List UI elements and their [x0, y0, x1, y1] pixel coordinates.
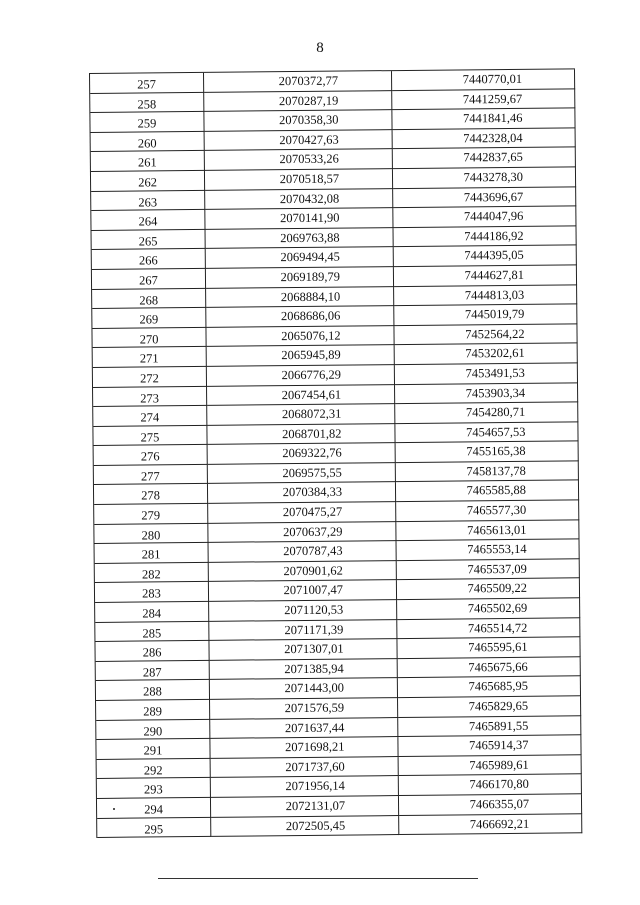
y-coordinate-cell: 7444186,92 [394, 226, 577, 247]
y-coordinate-cell: 7443278,30 [393, 167, 576, 188]
point-number-cell: 271 [93, 347, 207, 368]
x-coordinate-cell: 2070372,77 [204, 71, 392, 92]
point-number-cell: 290 [96, 719, 210, 740]
point-number-cell: 262 [91, 171, 205, 192]
x-coordinate-cell: 2072131,07 [211, 796, 399, 817]
point-number-cell: 280 [94, 524, 208, 545]
x-coordinate-cell: 2071385,94 [210, 659, 398, 680]
point-number-cell: 295 [97, 817, 211, 838]
point-number-cell: 285 [95, 621, 209, 642]
point-number-cell: 294 [97, 798, 211, 819]
x-coordinate-cell: 2070787,43 [209, 541, 397, 562]
x-coordinate-cell: 2071307,01 [209, 639, 397, 660]
point-number-cell: 273 [93, 386, 207, 407]
point-number-cell: 291 [96, 739, 210, 760]
coordinates-table [89, 68, 582, 838]
y-coordinate-cell: 7454657,53 [395, 422, 578, 443]
point-number-cell: 261 [91, 151, 205, 172]
point-number-cell: 260 [91, 132, 205, 153]
point-number-cell: 269 [92, 308, 206, 329]
x-coordinate-cell: 2069763,88 [206, 228, 394, 249]
x-coordinate-cell: 2068701,82 [207, 424, 395, 445]
y-coordinate-cell: 7465613,01 [396, 520, 579, 541]
x-coordinate-cell: 2069189,79 [206, 267, 394, 288]
x-coordinate-cell: 2070518,57 [205, 169, 393, 190]
x-coordinate-cell: 2067454,61 [207, 385, 395, 406]
point-number-cell: 270 [92, 328, 206, 349]
point-number-cell: 265 [92, 230, 206, 251]
y-coordinate-cell: 7444395,05 [394, 246, 577, 267]
y-coordinate-cell: 7466355,07 [399, 794, 582, 815]
point-number-cell: 279 [94, 504, 208, 525]
y-coordinate-cell: 7465509,22 [397, 579, 580, 600]
x-coordinate-cell: 2068884,10 [206, 287, 394, 308]
y-coordinate-cell: 7465675,66 [398, 657, 581, 678]
point-number-cell: 264 [91, 210, 205, 231]
x-coordinate-cell: 2069494,45 [206, 247, 394, 268]
y-coordinate-cell: 7441841,46 [392, 109, 575, 130]
table-row [97, 814, 582, 838]
y-coordinate-cell: 7444047,96 [393, 206, 576, 227]
point-number-cell: 287 [96, 661, 210, 682]
x-coordinate-cell: 2071698,21 [210, 737, 398, 758]
point-number-cell: 276 [94, 445, 208, 466]
y-coordinate-cell: 7443696,67 [393, 187, 576, 208]
point-number-cell: 282 [95, 563, 209, 584]
y-coordinate-cell: 7465829,65 [398, 696, 581, 717]
y-coordinate-cell: 7465553,14 [397, 540, 580, 561]
point-number-cell: 275 [93, 426, 207, 447]
y-coordinate-cell: 7466692,21 [399, 814, 582, 835]
y-coordinate-cell: 7445019,79 [394, 304, 577, 325]
y-coordinate-cell: 7441259,67 [392, 89, 575, 110]
y-coordinate-cell: 7465685,95 [398, 677, 581, 698]
y-coordinate-cell: 7465595,61 [397, 638, 580, 659]
x-coordinate-cell: 2070475,27 [208, 502, 396, 523]
y-coordinate-cell: 7442837,65 [393, 148, 576, 169]
point-number-cell: 284 [95, 602, 209, 623]
x-coordinate-cell: 2071120,53 [209, 600, 397, 621]
x-coordinate-cell: 2071576,59 [210, 698, 398, 719]
y-coordinate-cell: 7465891,55 [398, 716, 581, 737]
point-number-cell: 257 [90, 73, 204, 94]
y-coordinate-cell: 7444627,81 [394, 265, 577, 286]
point-number-cell: 292 [97, 759, 211, 780]
x-coordinate-cell: 2068686,06 [206, 306, 394, 327]
x-coordinate-cell: 2071171,39 [209, 620, 397, 641]
point-number-cell: 267 [92, 269, 206, 290]
x-coordinate-cell: 2070141,90 [205, 208, 393, 229]
x-coordinate-cell: 2070287,19 [204, 91, 392, 112]
y-coordinate-cell: 7453903,34 [395, 383, 578, 404]
y-coordinate-cell: 7458137,78 [396, 461, 579, 482]
x-coordinate-cell: 2070533,26 [205, 149, 393, 170]
footer-line [158, 878, 478, 879]
y-coordinate-cell: 7454280,71 [395, 402, 578, 423]
point-number-cell: 272 [93, 367, 207, 388]
x-coordinate-cell: 2065945,89 [207, 345, 395, 366]
point-number-cell: 288 [96, 680, 210, 701]
point-number-cell: 281 [95, 543, 209, 564]
point-number-cell: 263 [91, 190, 205, 211]
x-coordinate-cell: 2069322,76 [208, 443, 396, 464]
page-number: 8 [316, 40, 324, 56]
x-coordinate-cell: 2070384,33 [208, 483, 396, 504]
y-coordinate-cell: 7453202,61 [395, 344, 578, 365]
y-coordinate-cell: 7444813,03 [394, 285, 577, 306]
point-number-cell: 274 [93, 406, 207, 427]
x-coordinate-cell: 2071637,44 [210, 718, 398, 739]
y-coordinate-cell: 7453491,53 [395, 363, 578, 384]
y-coordinate-cell: 7465989,61 [399, 755, 582, 776]
point-number-cell: 258 [90, 92, 204, 113]
point-number-cell: 293 [97, 778, 211, 799]
x-coordinate-cell: 2071737,60 [211, 757, 399, 778]
x-coordinate-cell: 2072505,45 [211, 816, 399, 837]
x-coordinate-cell: 2068072,31 [207, 404, 395, 425]
x-coordinate-cell: 2071007,47 [209, 581, 397, 602]
x-coordinate-cell: 2071956,14 [211, 776, 399, 797]
y-coordinate-cell: 7465585,88 [396, 481, 579, 502]
y-coordinate-cell: 7440770,01 [392, 69, 575, 90]
x-coordinate-cell: 2071443,00 [210, 678, 398, 699]
y-coordinate-cell: 7465914,37 [398, 735, 581, 756]
x-coordinate-cell: 2070358,30 [204, 110, 392, 131]
y-coordinate-cell: 7465514,72 [397, 618, 580, 639]
x-coordinate-cell: 2070432,08 [205, 189, 393, 210]
point-number-cell: 259 [90, 112, 204, 133]
point-number-cell: 268 [92, 288, 206, 309]
y-coordinate-cell: 7465537,09 [397, 559, 580, 580]
x-coordinate-cell: 2065076,12 [206, 326, 394, 347]
x-coordinate-cell: 2070427,63 [205, 130, 393, 151]
y-coordinate-cell: 7465502,69 [397, 598, 580, 619]
point-number-cell: 289 [96, 700, 210, 721]
point-number-cell: 286 [95, 641, 209, 662]
point-number-cell: 278 [94, 484, 208, 505]
y-coordinate-cell: 7466170,80 [399, 775, 582, 796]
x-coordinate-cell: 2070901,62 [209, 561, 397, 582]
x-coordinate-cell: 2070637,29 [208, 522, 396, 543]
x-coordinate-cell: 2069575,55 [208, 463, 396, 484]
scan-speck [113, 808, 115, 810]
x-coordinate-cell: 2066776,29 [207, 365, 395, 386]
point-number-cell: 283 [95, 582, 209, 603]
y-coordinate-cell: 7452564,22 [394, 324, 577, 345]
y-coordinate-cell: 7465577,30 [396, 500, 579, 521]
y-coordinate-cell: 7455165,38 [396, 442, 579, 463]
y-coordinate-cell: 7442328,04 [393, 128, 576, 149]
point-number-cell: 266 [92, 249, 206, 270]
point-number-cell: 277 [94, 465, 208, 486]
